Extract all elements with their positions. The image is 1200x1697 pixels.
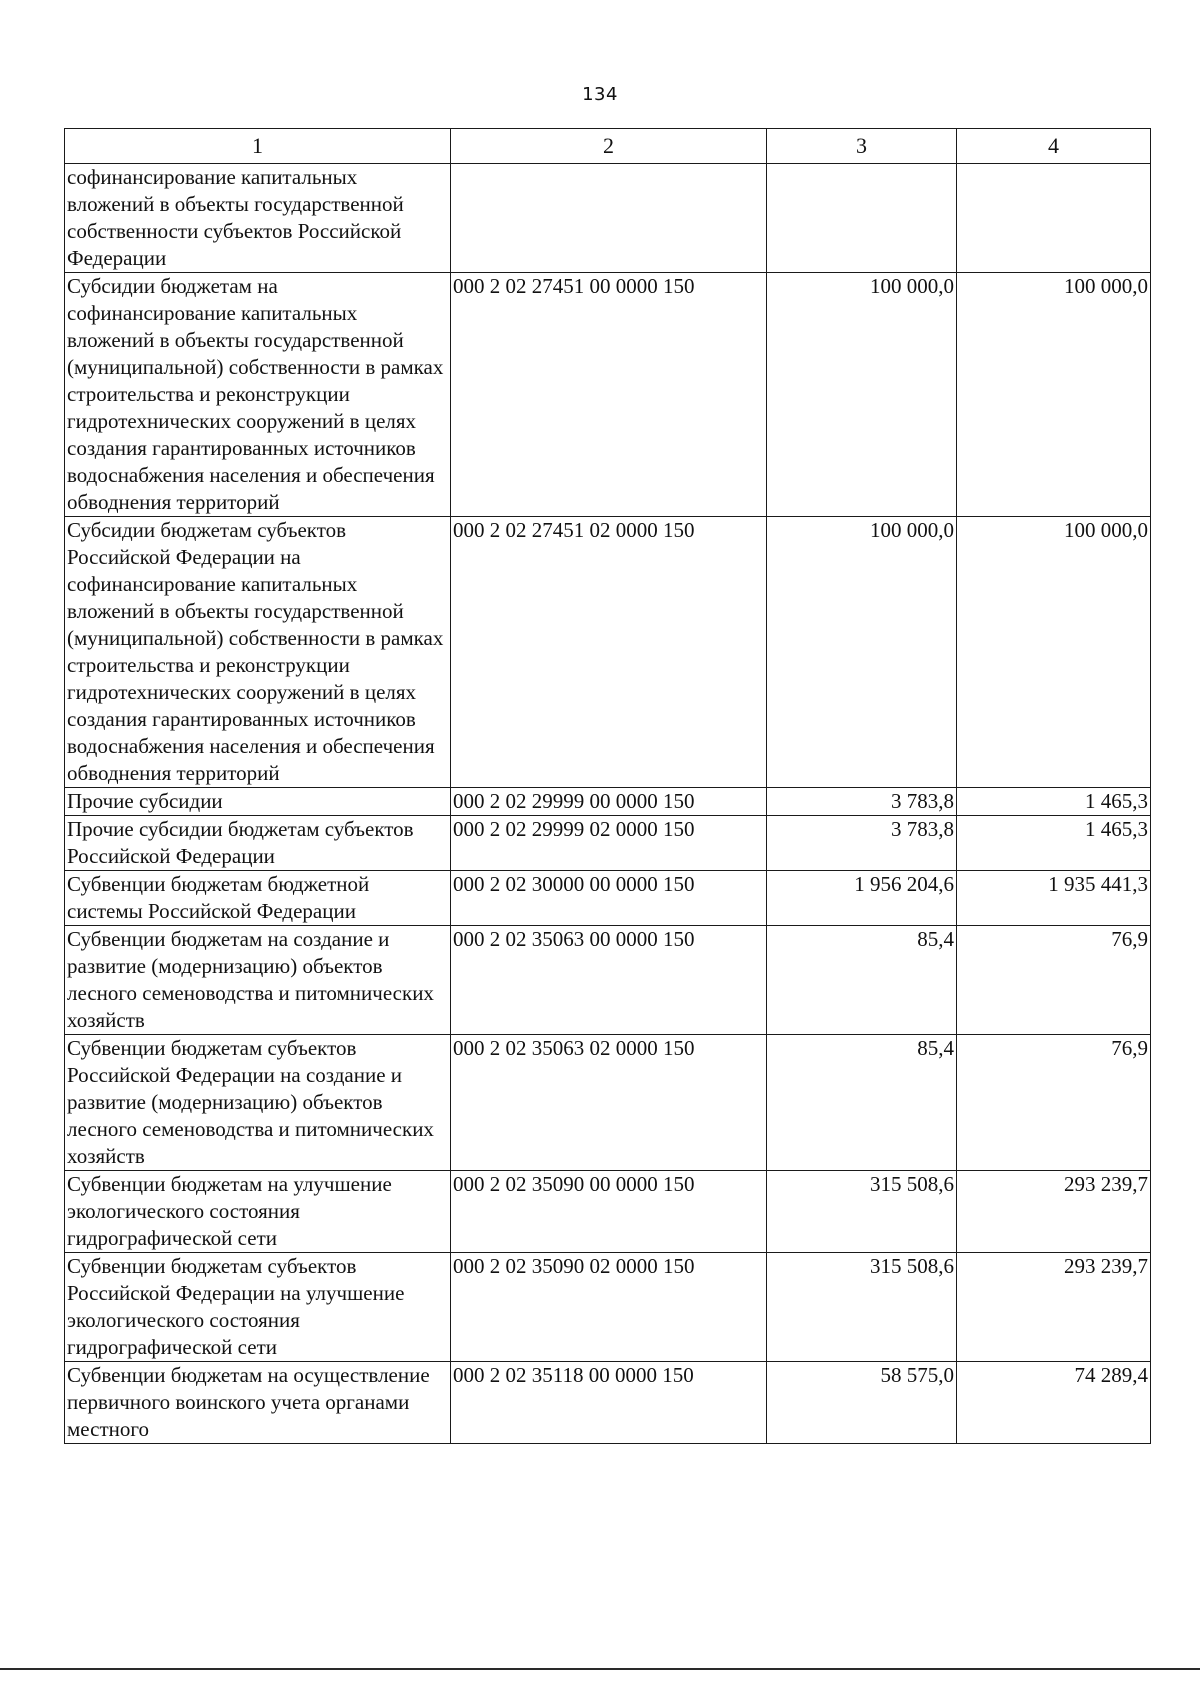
column-header: 3 — [767, 129, 957, 164]
row-value-4: 1 465,3 — [957, 816, 1151, 871]
row-value-4: 1 935 441,3 — [957, 871, 1151, 926]
table-header-row — [65, 129, 1151, 164]
row-value-3: 3 783,8 — [767, 816, 957, 871]
table-row — [65, 1035, 1151, 1171]
row-value-4: 293 239,7 — [957, 1171, 1151, 1253]
row-code: 000 2 02 27451 00 0000 150 — [451, 273, 767, 517]
page-number: 134 — [582, 84, 618, 105]
row-value-3: 85,4 — [767, 926, 957, 1035]
table-row — [65, 1171, 1151, 1253]
row-code: 000 2 02 30000 00 0000 150 — [451, 871, 767, 926]
row-name: Субвенции бюджетам субъектов Российской Федерации на создание и развитие (модернизацию) объектов лесного семеноводства и питомнических хозяйств — [65, 1035, 451, 1171]
table-row — [65, 517, 1151, 788]
table-row — [65, 926, 1151, 1035]
table-row — [65, 273, 1151, 517]
row-value-3: 315 508,6 — [767, 1253, 957, 1362]
row-name: Прочие субсидии — [65, 788, 451, 816]
table-row — [65, 871, 1151, 926]
row-value-4: 74 289,4 — [957, 1362, 1151, 1444]
column-header: 2 — [451, 129, 767, 164]
row-name: Субвенции бюджетам на улучшение экологического состояния гидрографической сети — [65, 1171, 451, 1253]
row-code: 000 2 02 29999 02 0000 150 — [451, 816, 767, 871]
row-code: 000 2 02 29999 00 0000 150 — [451, 788, 767, 816]
row-value-4: 293 239,7 — [957, 1253, 1151, 1362]
budget-table — [64, 128, 1151, 1444]
bottom-rule-divider — [0, 1668, 1200, 1670]
row-name: Субвенции бюджетам на осуществление первичного воинского учета органами местного — [65, 1362, 451, 1444]
row-value-4: 100 000,0 — [957, 273, 1151, 517]
row-name: софинансирование капитальных вложений в объекты государственной собственности субъектов Российской Федерации — [65, 164, 451, 273]
row-code: 000 2 02 35090 00 0000 150 — [451, 1171, 767, 1253]
row-value-4: 76,9 — [957, 926, 1151, 1035]
row-code: 000 2 02 35118 00 0000 150 — [451, 1362, 767, 1444]
row-value-3: 100 000,0 — [767, 273, 957, 517]
row-value-3: 58 575,0 — [767, 1362, 957, 1444]
row-name: Субвенции бюджетам на создание и развитие (модернизацию) объектов лесного семеноводства и питомнических хозяйств — [65, 926, 451, 1035]
row-name: Прочие субсидии бюджетам субъектов Российской Федерации — [65, 816, 451, 871]
row-value-3: 1 956 204,6 — [767, 871, 957, 926]
row-value-4: 76,9 — [957, 1035, 1151, 1171]
row-name: Субсидии бюджетам субъектов Российской Федерации на софинансирование капитальных вложений в объекты государственной (муниципальной) собственности в рамках строительства и реконструкции гидротехнических сооружений в целях создания гарантированных источников водоснабжения населения и обеспечения обводнения территорий — [65, 517, 451, 788]
row-name: Субсидии бюджетам на софинансирование капитальных вложений в объекты государственной (муниципальной) собственности в рамках строительства и реконструкции гидротехнических сооружений в целях создания гарантированных источников водоснабжения населения и обеспечения обводнения территорий — [65, 273, 451, 517]
row-name: Субвенции бюджетам субъектов Российской Федерации на улучшение экологического состояния гидрографической сети — [65, 1253, 451, 1362]
table-row — [65, 816, 1151, 871]
row-value-4: 1 465,3 — [957, 788, 1151, 816]
row-value-3 — [767, 164, 957, 273]
row-value-3: 100 000,0 — [767, 517, 957, 788]
row-code — [451, 164, 767, 273]
row-code: 000 2 02 35063 00 0000 150 — [451, 926, 767, 1035]
table-row — [65, 1253, 1151, 1362]
row-name: Субвенции бюджетам бюджетной системы Российской Федерации — [65, 871, 451, 926]
row-code: 000 2 02 35063 02 0000 150 — [451, 1035, 767, 1171]
table-row — [65, 788, 1151, 816]
row-code: 000 2 02 35090 02 0000 150 — [451, 1253, 767, 1362]
row-value-3: 3 783,8 — [767, 788, 957, 816]
row-code: 000 2 02 27451 02 0000 150 — [451, 517, 767, 788]
row-value-4: 100 000,0 — [957, 517, 1151, 788]
table-row — [65, 164, 1151, 273]
row-value-4 — [957, 164, 1151, 273]
table-row — [65, 1362, 1151, 1444]
column-header: 1 — [65, 129, 451, 164]
row-value-3: 315 508,6 — [767, 1171, 957, 1253]
row-value-3: 85,4 — [767, 1035, 957, 1171]
column-header: 4 — [957, 129, 1151, 164]
